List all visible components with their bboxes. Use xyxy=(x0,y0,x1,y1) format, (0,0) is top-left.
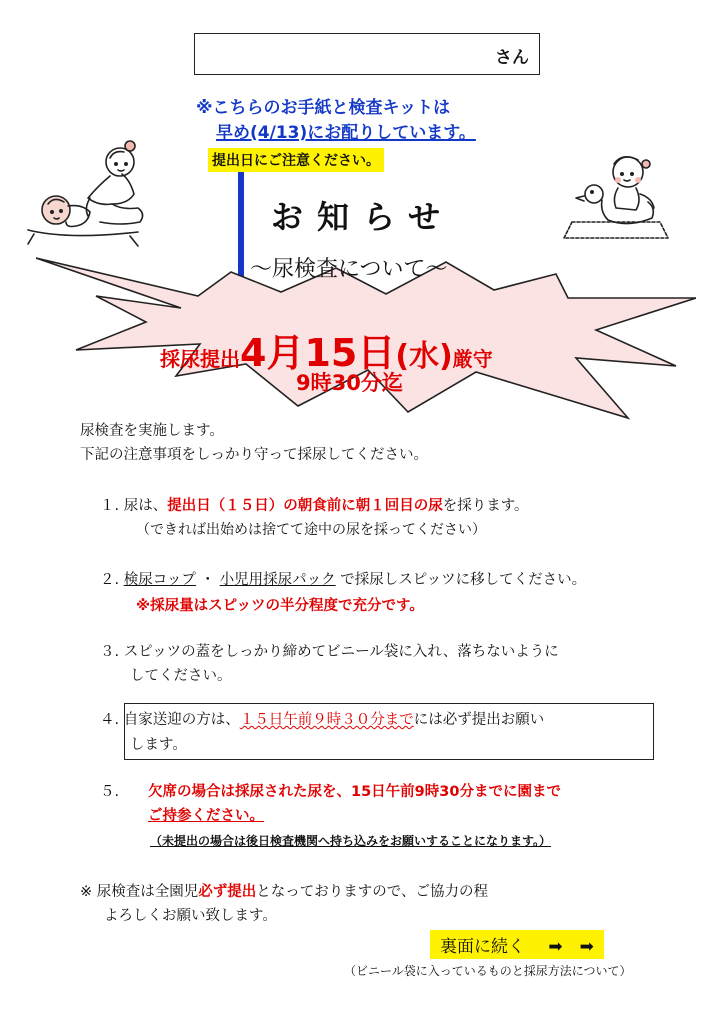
item-text: には必ず提出お願い xyxy=(413,712,545,728)
right-arrow-icon: ➡ ➡ xyxy=(548,937,594,957)
item-number: １. xyxy=(100,498,120,514)
list-item-3 xyxy=(100,640,559,664)
name-field-box xyxy=(194,33,540,75)
item-emphasis: 提出日（１５日）の朝食前に朝１回目の尿 xyxy=(167,498,443,514)
intro-line-2: 下記の注意事項をしっかり守って採尿してください。 xyxy=(80,447,428,463)
list-item-4 xyxy=(100,708,544,732)
item-5-line-1: 欠席の場合は採尿された尿を、15日午前9時30分までに園まで xyxy=(148,784,561,800)
item-5-line-2: ご持参ください。 xyxy=(148,808,264,824)
intro-line-1: 尿検査を実施します。 xyxy=(80,423,224,439)
deadline-time: 9時30分迄 xyxy=(296,371,403,395)
item-4-line-2: します。 xyxy=(130,737,187,753)
item-1-note: （できれば出始めは捨てて途中の尿を採ってください） xyxy=(136,522,486,538)
submission-caution-tag: 提出日にご注意ください。 xyxy=(208,148,384,172)
name-suffix: さん xyxy=(495,48,529,68)
item-text: 尿は、 xyxy=(123,498,168,514)
closing-line-2: よろしくお願い致します。 xyxy=(104,908,277,924)
early-distribution-date: 早め(4/13)にお配りしています。 xyxy=(216,123,476,143)
closing-emphasis: 必ず提出 xyxy=(198,884,257,900)
page-title: お知らせ xyxy=(270,198,455,236)
continue-text: 裏面に続く xyxy=(440,937,525,957)
closing-mark: ※ xyxy=(80,884,93,900)
back-page-description: （ビニール袋に入っているものと採尿方法について） xyxy=(344,964,632,978)
item-text: 小児用採尿パック xyxy=(219,572,336,588)
deadline-suffix: 厳守 xyxy=(452,347,493,371)
item-text: を採ります。 xyxy=(442,498,529,514)
item-text: スピッツの蓋をしっかり締めてビニール袋に入れ、落ちないように xyxy=(123,644,559,660)
item-5-note: （未提出の場合は後日検査機関へ持ち込みをお願いすることになります。） xyxy=(150,834,552,848)
closing-text: となっておりますので、ご協力の程 xyxy=(256,884,488,900)
item-2-note: ※採尿量はスピッツの半分程度で充分です。 xyxy=(136,598,424,614)
item-text: で採尿しスピッツに移してください。 xyxy=(340,572,587,588)
item-text: 検尿コップ xyxy=(123,572,196,588)
list-item-1 xyxy=(100,494,529,518)
deadline-prefix: 採尿提出 xyxy=(160,347,240,371)
deadline-date: 4月15日 xyxy=(240,331,396,375)
item-number: ２. xyxy=(100,572,120,588)
item-5-number: ５. xyxy=(100,784,120,800)
item-text: 自家送迎の方は、 xyxy=(123,712,240,728)
item-emphasis: １５日午前９時３０分まで xyxy=(239,712,414,728)
list-item-2 xyxy=(100,568,586,592)
continue-on-back-label xyxy=(430,930,604,959)
closing-text: 尿検査は全園児 xyxy=(96,884,199,900)
item-number: ４. xyxy=(100,712,120,728)
page-subtitle: ～尿検査について～ xyxy=(250,257,448,282)
item-number: ３. xyxy=(100,644,120,660)
item-text: ・ xyxy=(200,572,216,588)
item-3-line-2: してください。 xyxy=(130,668,232,684)
deadline-weekday: (水) xyxy=(395,339,453,374)
closing-line-1 xyxy=(80,880,488,904)
early-distribution-note: ※こちらのお手紙と検査キットは xyxy=(196,98,451,118)
